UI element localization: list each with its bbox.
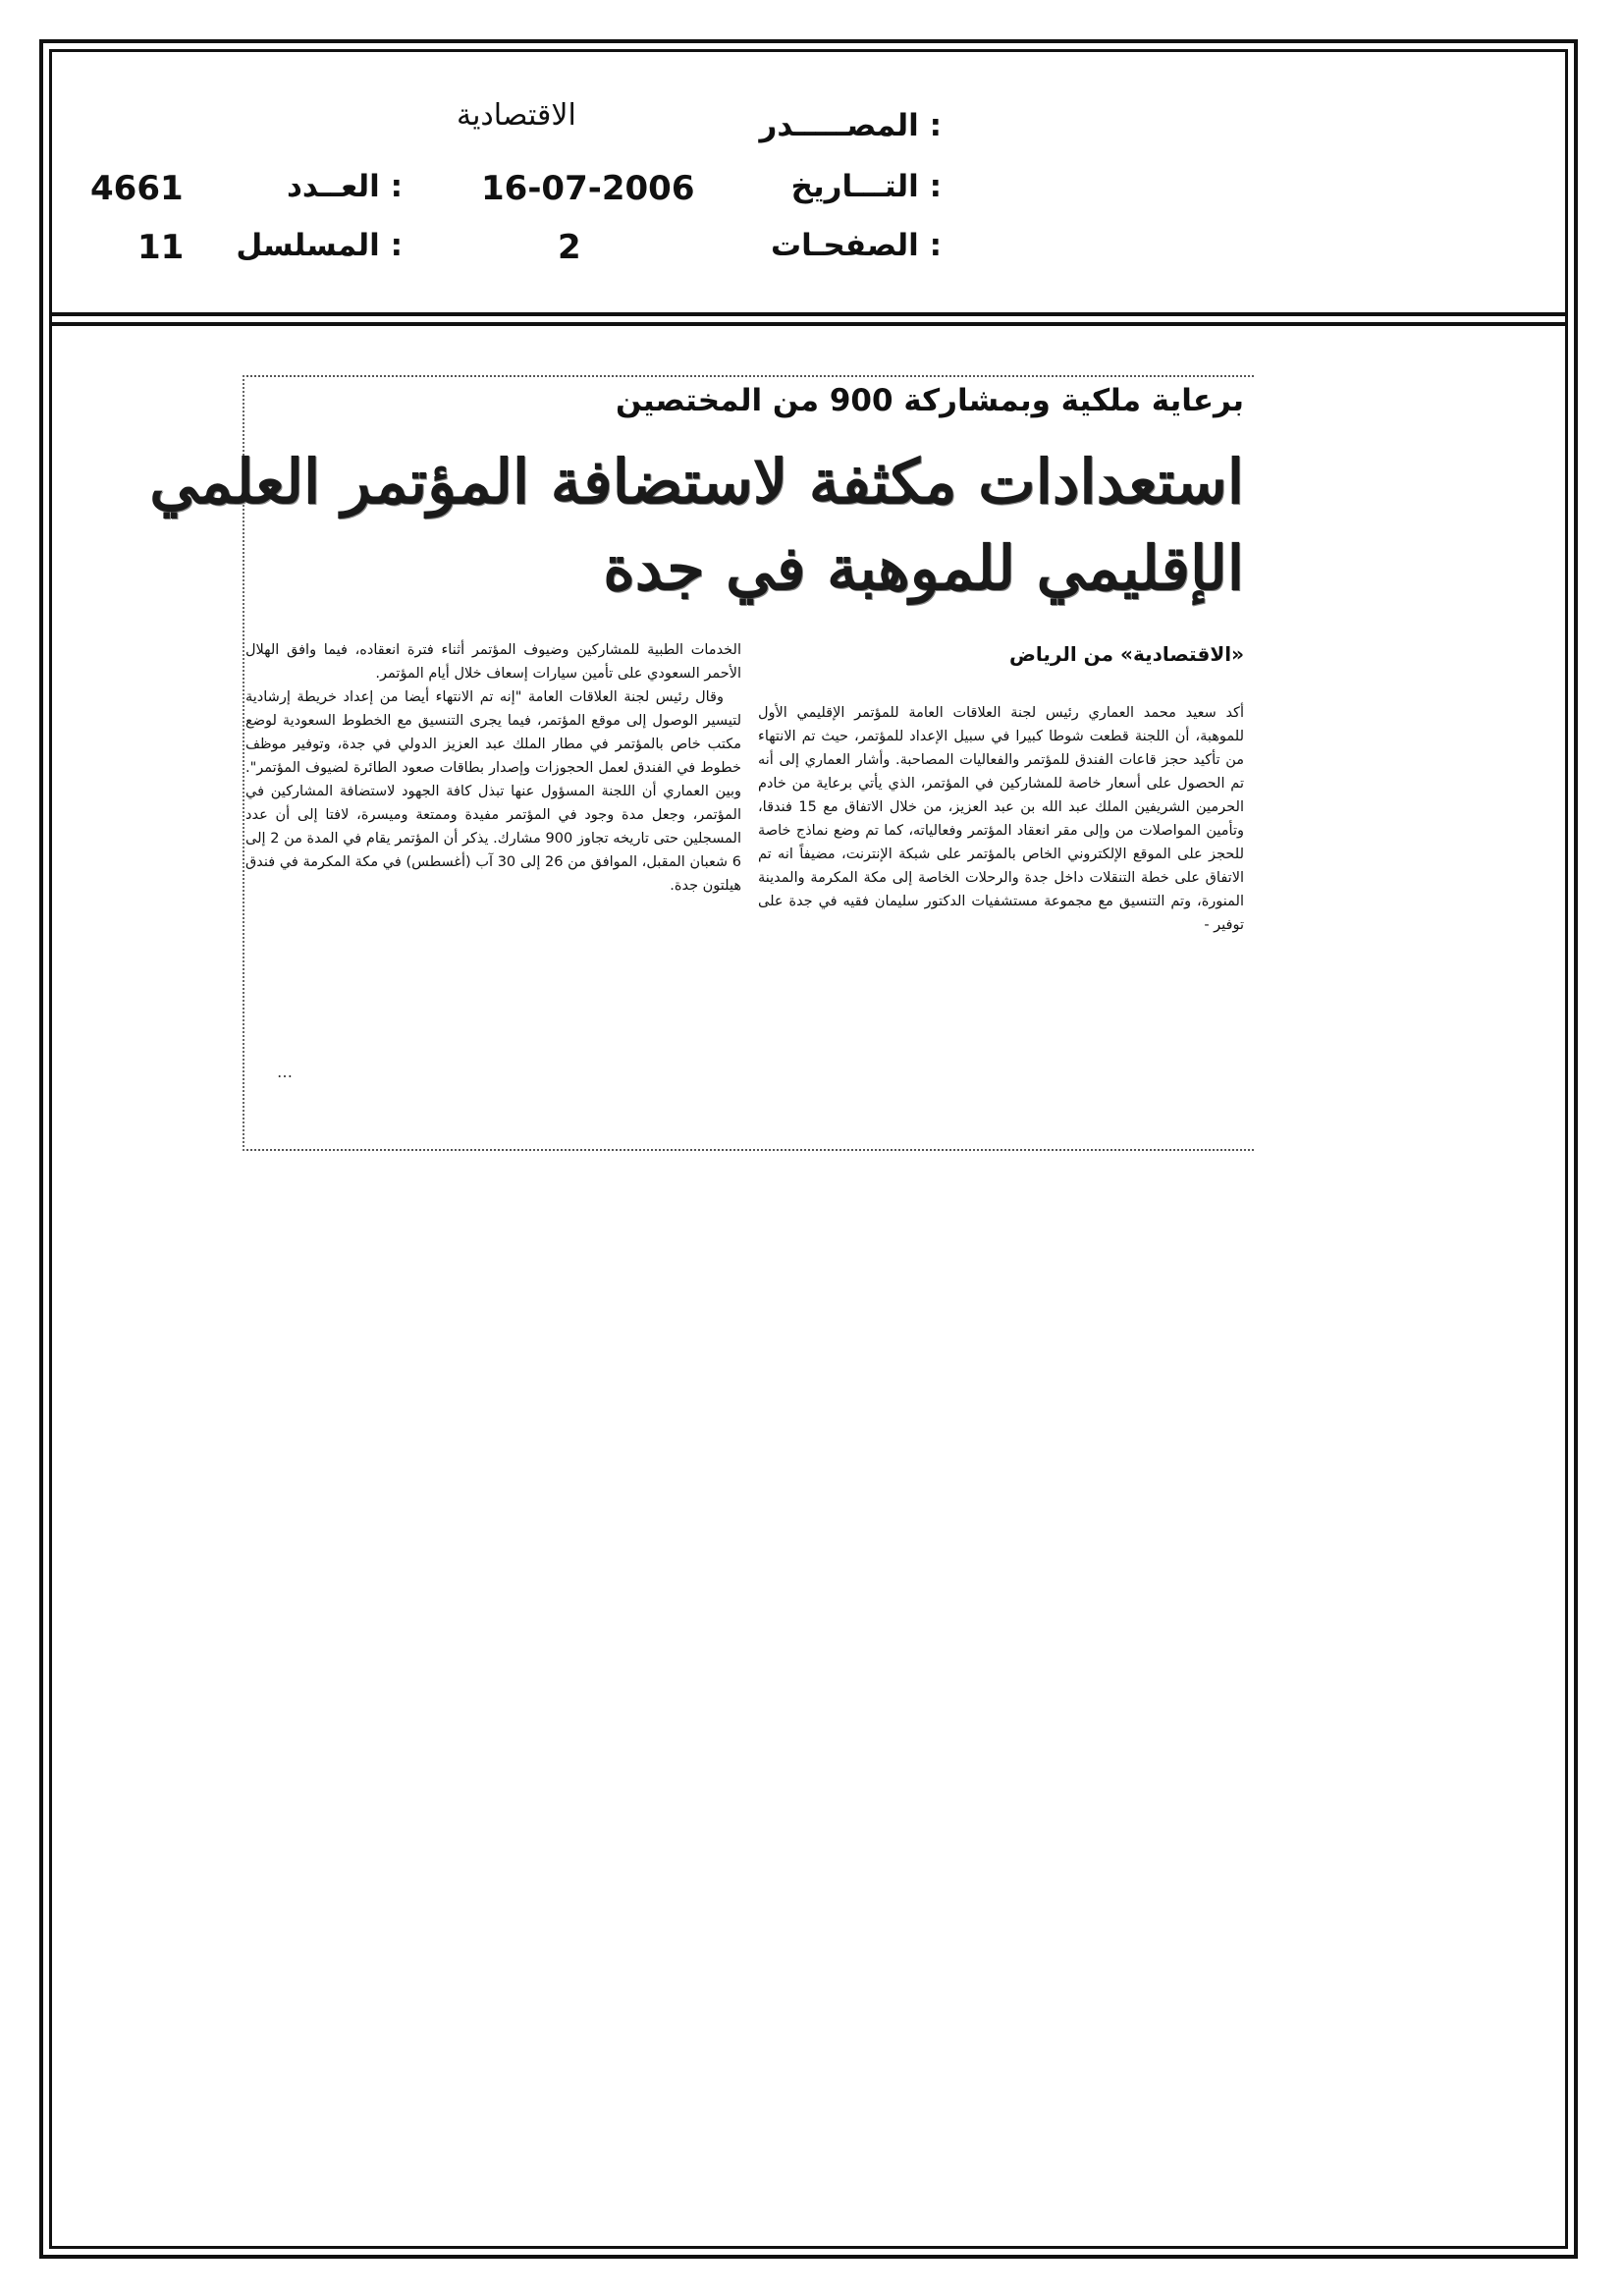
source-value: الاقتصادية bbox=[457, 98, 576, 133]
article-kicker: برعاية ملكية وبمشاركة 900 من المختصين bbox=[616, 383, 1244, 418]
issue-value: 4661 bbox=[90, 169, 184, 208]
date-label: التـــاريخ : bbox=[790, 169, 942, 204]
article-paragraph: وقال رئيس لجنة العلاقات العامة "إنه تم الانتهاء أيضا من إعداد خريطة إرشادية لتيسير الوصول إلى موقع المؤتمر، فيما يجرى التنسيق مع الخطوط السعودية لوضع مكتب خاص بالمؤتمر في مطار الملك عبد العزيز الدولي في جدة، وتوفير موظف خطوط في الفندق لعمل الحجوزات وإصدار بطاقات صعود الطائرة لضيوف المؤتمر". وبين العماري أن اللجنة المسؤول عنها تبذل كافة الجهود لاستضافة المشاركين في المؤتمر، وجعل مدة وجود في المؤتمر مفيدة وممتعة وميسرة، لافتا إلى أن عدد المسجلين حتى تاريخه تجاوز 900 مشارك. يذكر أن المؤتمر يقام في المدة من 2 إلى 6 شعبان المقبل، الموافق من 26 إلى 30 آب (أغسطس) في مكة المكرمة في فندق هيلتون جدة. bbox=[245, 689, 741, 894]
newspaper-clipping bbox=[149, 375, 1254, 1151]
header-divider-bottom bbox=[49, 322, 1568, 326]
article-byline: «الاقتصادية» من الرياض bbox=[1008, 642, 1244, 666]
date-value: 16-07-2006 bbox=[481, 169, 695, 208]
pages-value: 2 bbox=[558, 228, 581, 267]
header-divider-top bbox=[49, 312, 1568, 316]
article-paragraph: الخدمات الطبية للمشاركين وضيوف المؤتمر أثناء فترة انعقاده، فيما وافق الهلال الأحمر السعودي على تأمين سيارات إسعاف خلال أيام المؤتمر. bbox=[245, 642, 741, 682]
article-column-right bbox=[758, 701, 1244, 937]
clipping-edge-bottom bbox=[243, 1149, 1254, 1151]
article-headline-line-2: الإقليمي للموهبة في جدة bbox=[603, 532, 1244, 604]
clipping-edge-top bbox=[243, 375, 1254, 377]
article-headline-line-1: استعدادات مكثفة لاستضافة المؤتمر العلمي bbox=[149, 446, 1244, 518]
serial-value: 11 bbox=[137, 228, 185, 267]
scan-speckle: … bbox=[277, 1063, 293, 1081]
article-paragraph: أكد سعيد محمد العماري رئيس لجنة العلاقات العامة للمؤتمر الإقليمي الأول للموهبة، أن اللجنة قطعت شوطا كبيرا في سبيل الإعداد للمؤتمر، حيث تم الانتهاء من تأكيد حجز قاعات الفندق للمؤتمر والفعاليات المصاحبة. وأشار العماري إلى أنه تم الحصول على أسعار خاصة للمشاركين في المؤتمر، الذي يأتي برعاية من خادم الحرمين الشريفين الملك عبد الله بن عبد العزيز، من خلال الاتفاق مع 15 فندقا، وتأمين المواصلات من وإلى مقر انعقاد المؤتمر وفعالياته، كما تم وضع نماذج خاصة للحجز على الموقع الإلكتروني الخاص بالمؤتمر على شبكة الإنترنت، مضيفاً انه تم الاتفاق على خطة التنقلات داخل جدة والرحلات الخاصة إلى مكة المكرمة والمدينة المنورة، وتم التنسيق مع مجموعة مستشفيات الدكتور سليمان فقيه في جدة على توفير - bbox=[758, 705, 1244, 933]
issue-label: العــدد : bbox=[287, 169, 403, 204]
pages-label: الصفحـات : bbox=[770, 228, 942, 263]
source-label: المصـــــدر : bbox=[759, 108, 942, 143]
serial-label: المسلسل : bbox=[236, 228, 403, 263]
article-column-left bbox=[245, 638, 741, 898]
